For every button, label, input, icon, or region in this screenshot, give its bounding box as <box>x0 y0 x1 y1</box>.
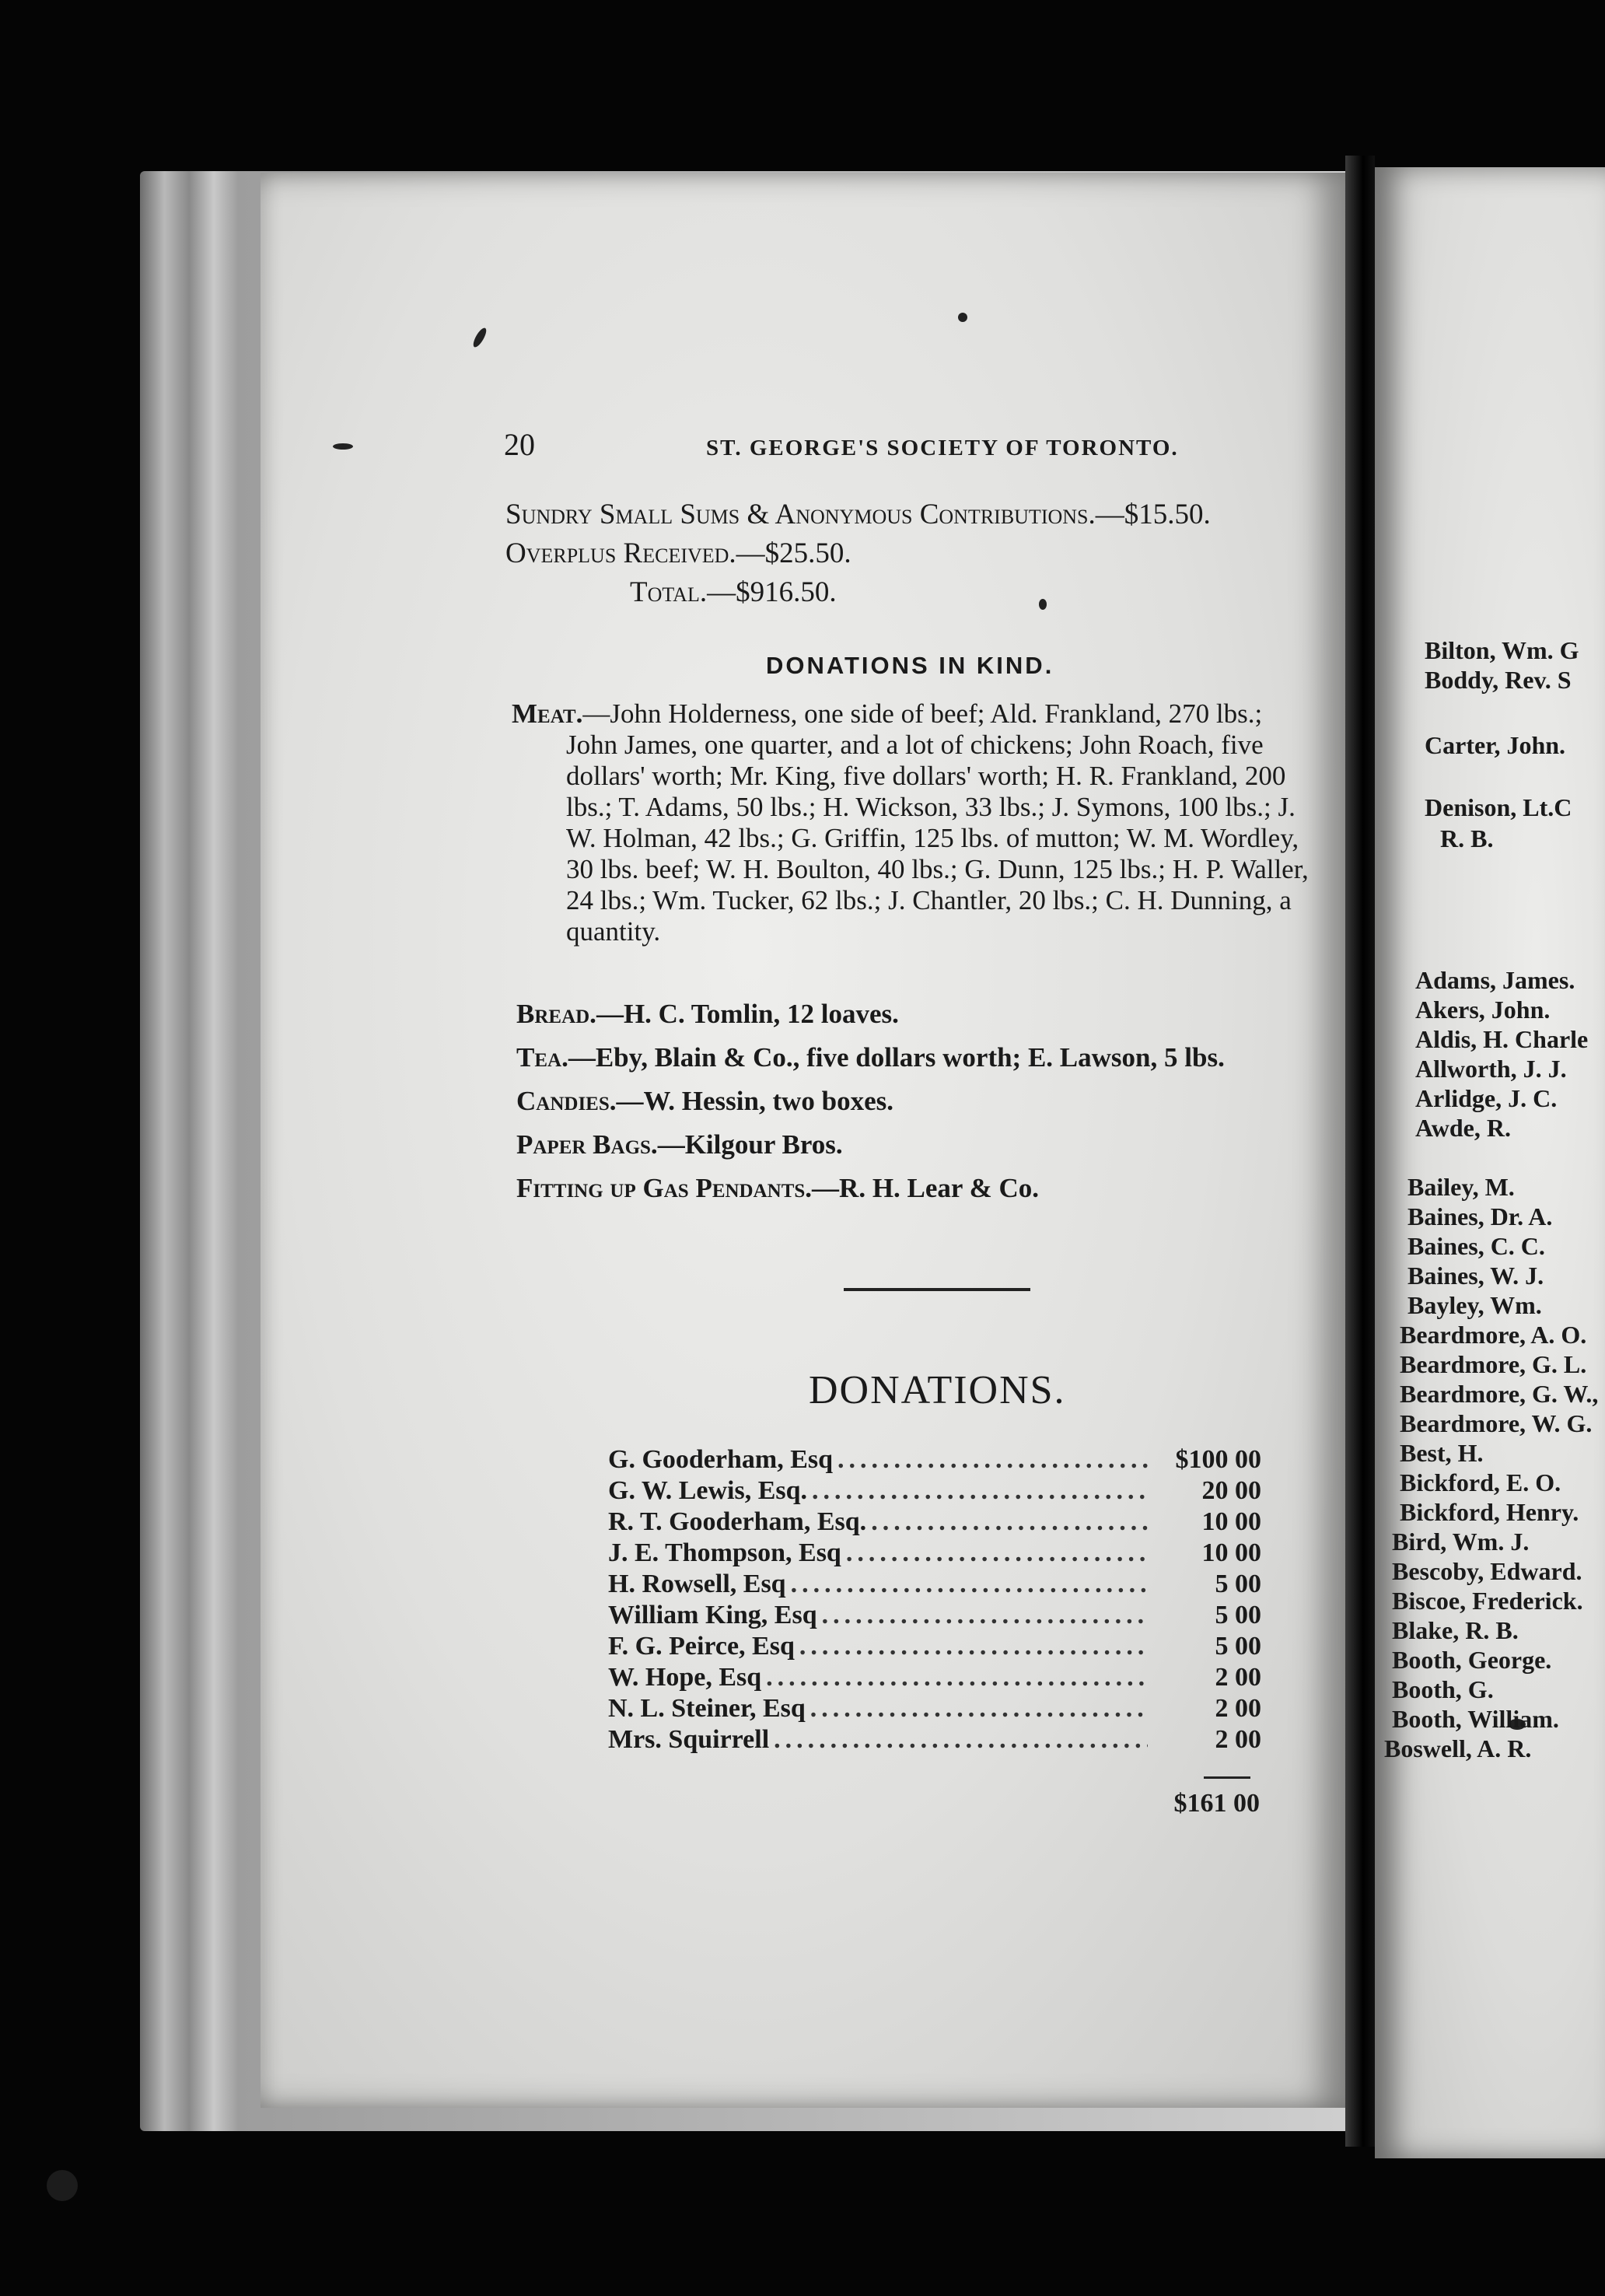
bread-entry <box>516 999 899 1030</box>
donation-amount: $100 00 <box>1175 1445 1261 1474</box>
leader-dots <box>871 1507 1148 1537</box>
paper-bags-text: —Kilgour Bros. <box>657 1129 843 1160</box>
donation-amount: 10 00 <box>1201 1507 1261 1536</box>
donation-row <box>608 1507 1261 1538</box>
member-name: Beardmore, G. L. <box>1400 1350 1587 1378</box>
donation-amount: 20 00 <box>1201 1476 1261 1505</box>
section-divider <box>844 1288 1030 1291</box>
member-name: Booth, William. <box>1392 1705 1559 1733</box>
leader-dots <box>837 1445 1148 1475</box>
donation-row <box>608 1445 1261 1476</box>
member-name: Beardmore, A. O. <box>1400 1321 1587 1349</box>
donation-amount: 2 00 <box>1215 1694 1261 1723</box>
donor-name: H. Rowsell, Esq <box>608 1570 786 1598</box>
member-name: Baines, C. C. <box>1407 1232 1545 1260</box>
donation-amount: 10 00 <box>1201 1538 1261 1567</box>
member-name: Carter, John. <box>1425 731 1566 759</box>
leader-dots <box>812 1476 1148 1506</box>
member-name: Beardmore, W. G. <box>1400 1409 1593 1437</box>
book-gutter <box>1345 156 1375 2147</box>
member-name: Adams, James. <box>1415 966 1575 994</box>
tea-label: Tea. <box>516 1042 568 1073</box>
member-name: Best, H. <box>1400 1439 1484 1467</box>
donation-row <box>608 1663 1261 1694</box>
tea-text: —Eby, Blain & Co., five dollars worth; E. Lawson, 5 lbs. <box>568 1042 1225 1073</box>
donation-row <box>608 1725 1261 1756</box>
donation-amount: 5 00 <box>1215 1632 1261 1661</box>
meat-text: —John Holderness, one side of beef; Ald. Frankland, 270 lbs.; John James, one quarter, and a lot of chickens; John Roach, five dollars' worth; Mr. King, five dollars' worth; H. R. Frankland, 200 lbs.; T. Adams, 50 lbs.; H. Wickson, 33 lbs.; J. Symons, 100 lbs.; J. W. Holman, 42 lbs.; G. Griffin, 125 lbs. of mutton; W. M. Wordley, 30 lbs. beef; W. H. Boulton, 40 lbs.; G. Dunn, 125 lbs.; H. P. Waller, 24 lbs.; Wm. Tucker, 62 lbs.; J. Chantler, 20 lbs.; C. H. Dunning, a quantity. <box>566 698 1309 947</box>
right-page-list <box>1384 0 1605 2296</box>
member-name: Bickford, E. O. <box>1400 1468 1561 1496</box>
donor-name: G. W. Lewis, Esq. <box>608 1476 808 1505</box>
paper-bags-label: Paper Bags. <box>516 1129 658 1160</box>
member-name: Boddy, Rev. S <box>1425 666 1572 694</box>
tea-entry <box>516 1042 1225 1073</box>
gas-pendants-entry <box>516 1173 1039 1204</box>
scan-speck <box>958 313 967 322</box>
donation-amount: 2 00 <box>1215 1663 1261 1692</box>
scan-speck <box>1039 599 1047 610</box>
bread-text: —H. C. Tomlin, 12 loaves. <box>596 999 899 1029</box>
candies-label: Candies. <box>516 1086 617 1116</box>
donor-name: G. Gooderham, Esq <box>608 1445 834 1474</box>
member-name: Bescoby, Edward. <box>1392 1557 1582 1585</box>
donation-amount: 5 00 <box>1215 1601 1261 1629</box>
overplus-line: Overplus Received.—$25.50. <box>505 537 851 569</box>
donor-name: William King, Esq <box>608 1601 817 1629</box>
running-title: ST. GEORGE'S SOCIETY OF TORONTO. <box>706 436 1179 460</box>
meat-entry <box>512 698 1313 947</box>
member-name: Arlidge, J. C. <box>1415 1084 1558 1112</box>
member-name: Biscoe, Frederick. <box>1392 1587 1583 1615</box>
donation-row <box>608 1476 1261 1507</box>
leader-dots <box>791 1570 1148 1599</box>
donor-name: R. T. Gooderham, Esq. <box>608 1507 867 1536</box>
leader-dots <box>774 1725 1148 1755</box>
member-name: Aldis, H. Charle <box>1415 1025 1589 1053</box>
candies-text: —W. Hessin, two boxes. <box>616 1086 894 1116</box>
member-name: Blake, R. B. <box>1392 1616 1519 1644</box>
bread-label: Bread. <box>516 999 596 1029</box>
donations-total: $161 00 <box>1173 1789 1260 1818</box>
member-name: R. B. <box>1440 824 1494 852</box>
donations-table <box>608 1445 1261 1756</box>
donation-amount: 2 00 <box>1215 1725 1261 1754</box>
donation-row <box>608 1601 1261 1632</box>
donor-name: F. G. Peirce, Esq <box>608 1632 795 1661</box>
leader-dots <box>766 1663 1148 1692</box>
leader-dots <box>822 1601 1148 1630</box>
member-name: Bilton, Wm. G <box>1425 636 1579 664</box>
member-name: Akers, John. <box>1415 996 1551 1024</box>
page-header <box>504 426 1328 463</box>
scan-speck <box>47 2170 78 2201</box>
paper-bags-entry <box>516 1129 843 1160</box>
donor-name: N. L. Steiner, Esq <box>608 1694 806 1723</box>
member-name: Bailey, M. <box>1407 1173 1515 1201</box>
donor-name: J. E. Thompson, Esq <box>608 1538 841 1567</box>
gas-pendants-label: Fitting up Gas Pendants. <box>516 1173 813 1203</box>
donation-amount: 5 00 <box>1215 1570 1261 1598</box>
scan-speck <box>333 443 353 450</box>
member-name: Baines, Dr. A. <box>1407 1202 1553 1230</box>
member-name: Beardmore, G. W., <box>1400 1380 1599 1408</box>
leader-dots <box>810 1694 1148 1724</box>
donation-row <box>608 1570 1261 1601</box>
member-name: Baines, W. J. <box>1407 1262 1544 1290</box>
meat-label: Meat. <box>512 698 583 729</box>
candies-entry <box>516 1086 893 1117</box>
member-name: Allworth, J. J. <box>1415 1055 1567 1083</box>
sundry-line: Sundry Small Sums & Anonymous Contributions.—$15.50. <box>505 499 1211 530</box>
member-name: Awde, R. <box>1415 1114 1511 1142</box>
leader-dots <box>799 1632 1148 1661</box>
member-name: Bayley, Wm. <box>1407 1291 1542 1319</box>
member-name: Boswell, A. R. <box>1384 1734 1532 1762</box>
member-name: Bird, Wm. J. <box>1392 1528 1530 1556</box>
donation-row <box>608 1538 1261 1570</box>
member-name: Denison, Lt.C <box>1425 793 1572 821</box>
donation-row <box>608 1694 1261 1725</box>
total-line: Total.—$916.50. <box>630 576 837 608</box>
member-name: Booth, George. <box>1392 1646 1552 1674</box>
member-name: Booth, G. <box>1392 1675 1494 1703</box>
donor-name: Mrs. Squirrell <box>608 1725 770 1754</box>
member-name: Bickford, Henry. <box>1400 1498 1579 1526</box>
donations-in-kind-heading: DONATIONS IN KIND. <box>766 652 1054 679</box>
donor-name: W. Hope, Esq <box>608 1663 762 1692</box>
donation-row <box>608 1632 1261 1663</box>
leader-dots <box>846 1538 1148 1568</box>
sum-rule <box>1204 1776 1250 1779</box>
gas-pendants-text: —R. H. Lear & Co. <box>812 1173 1040 1203</box>
donations-title: DONATIONS. <box>809 1368 1066 1412</box>
page-number: 20 <box>504 427 535 462</box>
